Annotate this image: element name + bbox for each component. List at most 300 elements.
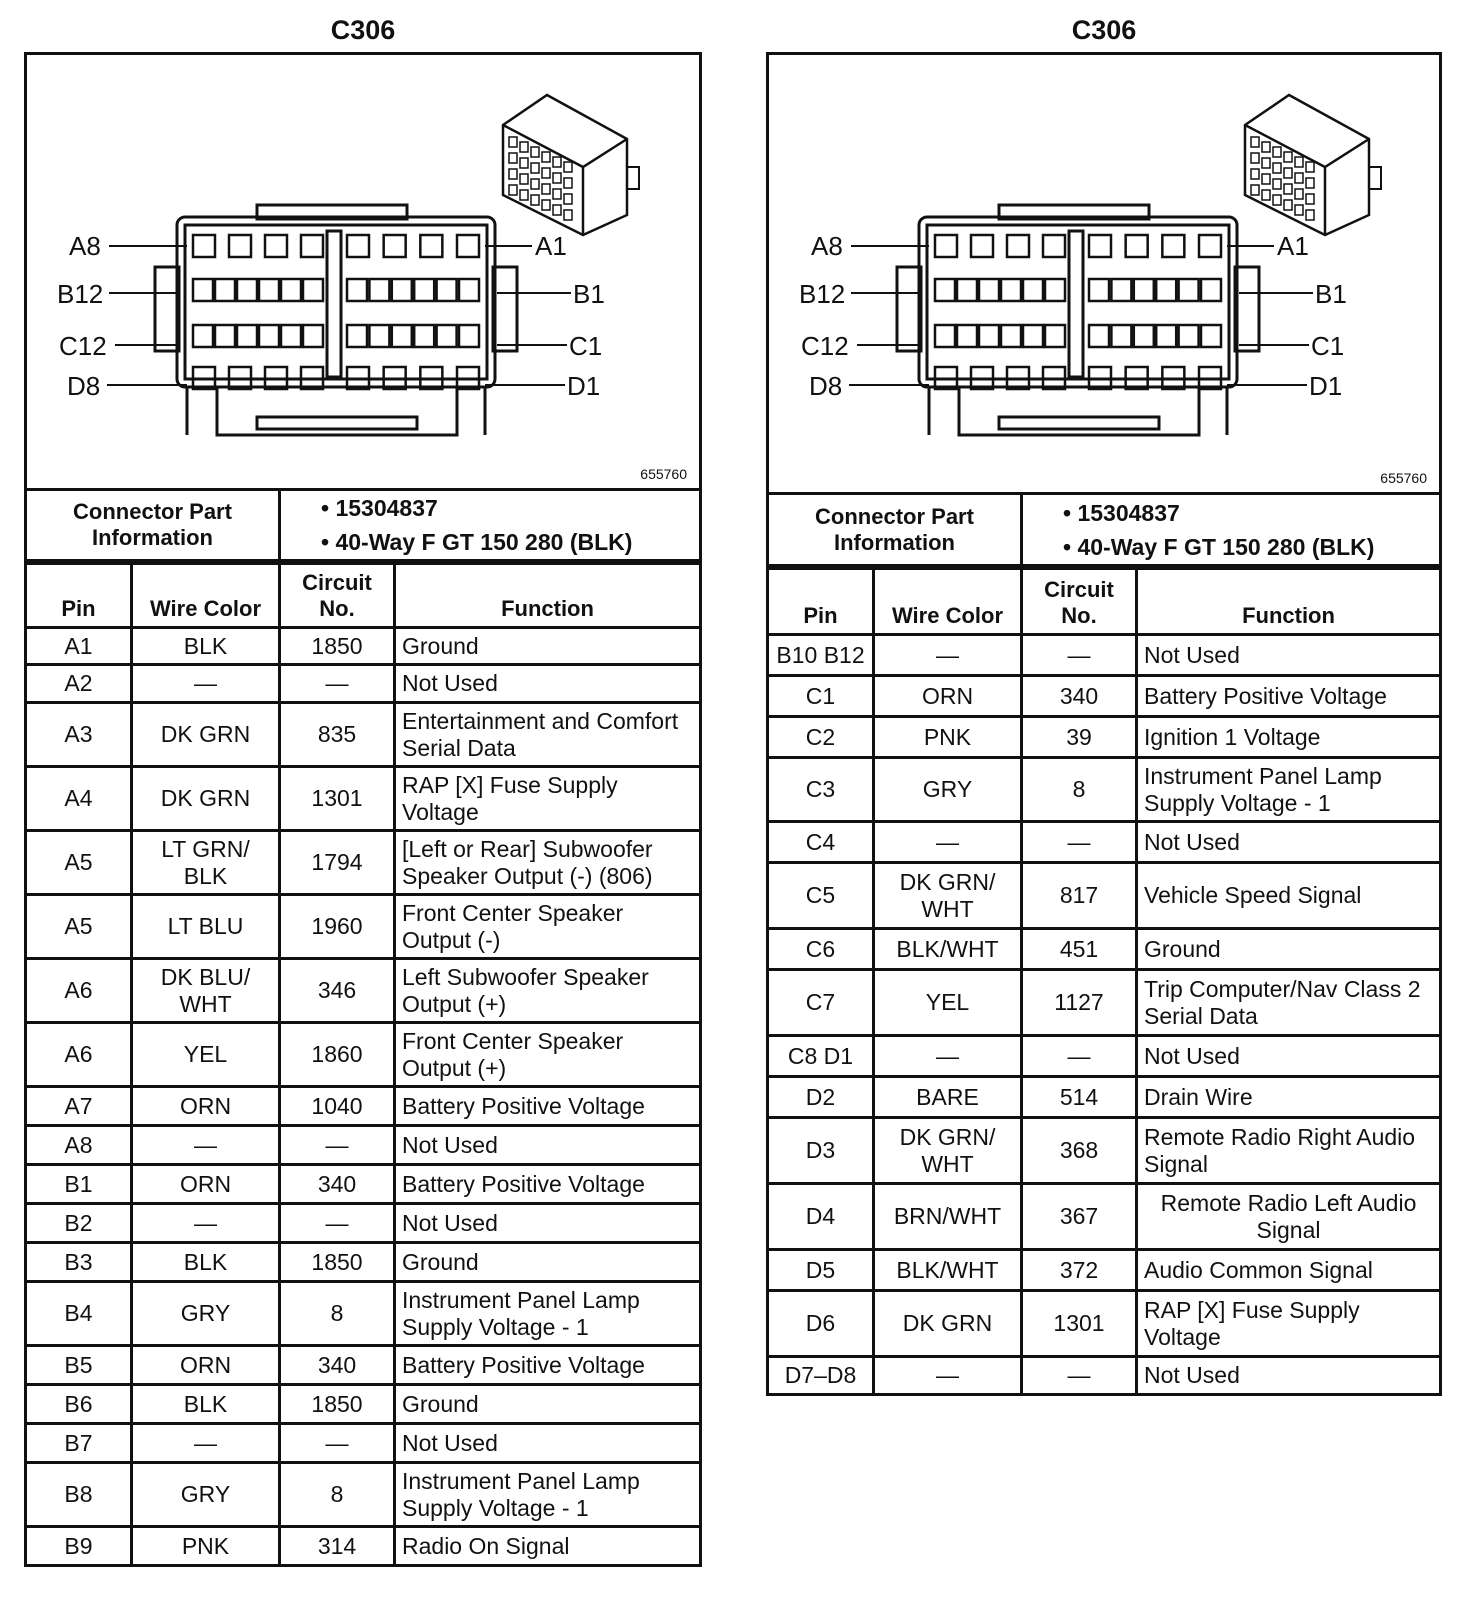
pin-cavity (237, 325, 257, 347)
iso-cavity (1284, 200, 1292, 210)
header-pin: Pin (768, 569, 874, 635)
table-row (768, 1077, 1441, 1118)
wire-color-cell: BARE (874, 1077, 1022, 1118)
pin-cavity (459, 279, 479, 301)
pin-cell: C8 D1 (768, 1036, 874, 1077)
pin-cell: B3 (26, 1243, 132, 1282)
pin-cell: A4 (26, 767, 132, 831)
circuit-cell: — (1022, 635, 1137, 676)
pin-cavity (935, 325, 955, 347)
iso-cavity (1284, 152, 1292, 162)
pin-cavity (193, 235, 215, 257)
circuit-cell: 451 (1022, 929, 1137, 970)
function-cell: Not Used (395, 665, 701, 703)
table-row (768, 929, 1441, 970)
pin-cavity (392, 325, 412, 347)
left-flange (897, 267, 921, 351)
iso-cavity (520, 174, 528, 184)
bottom-key (999, 417, 1159, 429)
circuit-cell: 1040 (280, 1087, 395, 1126)
iso-cavity (1273, 147, 1281, 157)
table-row (26, 1282, 701, 1346)
wire-color-cell: PNK (132, 1527, 280, 1566)
iso-cavity (509, 153, 517, 163)
circuit-cell: 340 (280, 1165, 395, 1204)
part-number: • 15304837 (1063, 496, 1433, 530)
connector-diagram (24, 52, 702, 488)
pin-cell: B7 (26, 1424, 132, 1463)
function-cell: Ignition 1 Voltage (1137, 717, 1441, 758)
iso-cavity (553, 173, 561, 183)
function-cell: Not Used (1137, 635, 1441, 676)
iso-cavity (542, 168, 550, 178)
function-cell: RAP [X] Fuse Supply Voltage (395, 767, 701, 831)
pin-cavity (259, 279, 279, 301)
function-cell: Not Used (395, 1204, 701, 1243)
pin-cell: D6 (768, 1291, 874, 1357)
pin-cavity (265, 235, 287, 257)
table-row (768, 1184, 1441, 1250)
wire-color-cell: BLK/WHT (874, 1250, 1022, 1291)
function-cell: Battery Positive Voltage (395, 1165, 701, 1204)
function-cell: Battery Positive Voltage (395, 1346, 701, 1385)
wire-color-cell: LT BLU (132, 895, 280, 959)
function-cell: Ground (395, 1243, 701, 1282)
header-function: Function (1137, 569, 1441, 635)
connector-iso-outline (503, 95, 627, 235)
table-row (768, 1036, 1441, 1077)
header-wire-color: Wire Color (132, 564, 280, 628)
wire-color-cell: YEL (132, 1023, 280, 1087)
wire-color-cell: ORN (874, 676, 1022, 717)
iso-latch (1369, 167, 1381, 189)
table-row (26, 1243, 701, 1282)
function-cell: Remote Radio Right Audio Signal (1137, 1118, 1441, 1184)
pin-cavity (1201, 325, 1221, 347)
wire-color-cell: LT GRN/ BLK (132, 831, 280, 895)
pin-label: A8 (811, 231, 843, 261)
iso-cavity (531, 147, 539, 157)
iso-cavity (531, 163, 539, 173)
iso-cavity (542, 184, 550, 194)
wire-color-cell: GRY (132, 1463, 280, 1527)
pin-cavity (1201, 279, 1221, 301)
table-row (26, 703, 701, 767)
pin-label: B1 (1315, 279, 1347, 309)
iso-cavity (1284, 168, 1292, 178)
pin-label: D8 (809, 371, 843, 401)
connector-part-values (280, 490, 701, 561)
pin-cell: C1 (768, 676, 874, 717)
connector-face-drawing (769, 55, 1439, 489)
table-row (26, 1023, 701, 1087)
pin-cavity (420, 235, 442, 257)
iso-cavity (1295, 173, 1303, 183)
pin-label: C1 (1311, 331, 1345, 361)
iso-cavity (1295, 189, 1303, 199)
iso-cavity (1295, 157, 1303, 167)
table-row (26, 1204, 701, 1243)
iso-cavity (531, 195, 539, 205)
header-circuit-no: Circuit No. (280, 564, 395, 628)
connector-part-label: Connector Part Information (26, 490, 280, 561)
function-cell: Battery Positive Voltage (395, 1087, 701, 1126)
pin-cell: A7 (26, 1087, 132, 1126)
pin-cavity (384, 235, 406, 257)
right-connector-panel (766, 0, 1442, 1396)
wire-color-cell: — (132, 1424, 280, 1463)
figure-number: 655760 (640, 466, 687, 482)
iso-cavity (564, 162, 572, 172)
pin-cavity (392, 279, 412, 301)
function-cell: Front Center Speaker Output (+) (395, 1023, 701, 1087)
function-cell: Ground (395, 1385, 701, 1424)
pin-cavity (1179, 279, 1199, 301)
pin-cell: B6 (26, 1385, 132, 1424)
pin-cavity (303, 279, 323, 301)
iso-cavity (1273, 179, 1281, 189)
pin-cavity (459, 325, 479, 347)
wire-color-cell: — (132, 665, 280, 703)
pin-cell: B8 (26, 1463, 132, 1527)
iso-cavity (1306, 162, 1314, 172)
wire-color-cell: DK GRN/ WHT (874, 863, 1022, 929)
iso-cavity (531, 179, 539, 189)
iso-cavity (1251, 185, 1259, 195)
left-connector-panel (24, 0, 702, 1567)
pin-cavity (259, 325, 279, 347)
pin-cavity (229, 235, 251, 257)
pin-cavity (437, 279, 457, 301)
pin-cavity (1045, 279, 1065, 301)
connector-part-info-table (766, 492, 1442, 567)
pin-cavity (1089, 279, 1109, 301)
pin-cell: B9 (26, 1527, 132, 1566)
circuit-cell: — (280, 665, 395, 703)
center-divider (327, 231, 341, 377)
iso-cavity (1262, 174, 1270, 184)
wire-color-cell: PNK (874, 717, 1022, 758)
table-row (768, 717, 1441, 758)
left-flange (155, 267, 179, 351)
pin-cell: A1 (26, 628, 132, 665)
pin-cell: A2 (26, 665, 132, 703)
pin-cavity (1134, 325, 1154, 347)
iso-cavity (564, 178, 572, 188)
part-number: • 15304837 (321, 491, 693, 525)
table-row (26, 895, 701, 959)
pin-cell: A5 (26, 831, 132, 895)
table-row (26, 831, 701, 895)
function-cell: Audio Common Signal (1137, 1250, 1441, 1291)
table-row (26, 1126, 701, 1165)
function-cell: Battery Positive Voltage (1137, 676, 1441, 717)
iso-cavity (1251, 137, 1259, 147)
pin-cell: C4 (768, 822, 874, 863)
pin-cell: A6 (26, 1023, 132, 1087)
circuit-cell: 1850 (280, 1243, 395, 1282)
pin-cavity (1111, 279, 1131, 301)
iso-cavity (1251, 169, 1259, 179)
iso-cavity (542, 200, 550, 210)
wire-color-cell: — (874, 1357, 1022, 1395)
pin-cavity (347, 235, 369, 257)
circuit-cell: 8 (1022, 758, 1137, 822)
wire-color-cell: — (874, 1036, 1022, 1077)
wire-color-cell: BLK (132, 1243, 280, 1282)
pin-cavity (347, 279, 367, 301)
circuit-cell: 1850 (280, 1385, 395, 1424)
circuit-cell: 314 (280, 1527, 395, 1566)
pin-cavity (237, 279, 257, 301)
circuit-cell: 372 (1022, 1250, 1137, 1291)
pin-cavity (301, 235, 323, 257)
iso-cavity (1306, 178, 1314, 188)
connector-iso-outline (1245, 95, 1369, 235)
pin-cell: D7–D8 (768, 1357, 874, 1395)
function-cell: Ground (395, 628, 701, 665)
pin-cell: D3 (768, 1118, 874, 1184)
pin-cavity (281, 325, 301, 347)
right-flange (493, 267, 517, 351)
table-row (26, 959, 701, 1023)
pin-cavity (193, 325, 213, 347)
iso-cavity (520, 158, 528, 168)
circuit-cell: 367 (1022, 1184, 1137, 1250)
circuit-cell: — (280, 1126, 395, 1165)
iso-cavity (542, 152, 550, 162)
wire-color-cell: BLK (132, 1385, 280, 1424)
pin-cavity (215, 325, 235, 347)
function-cell: Not Used (395, 1126, 701, 1165)
function-cell: Drain Wire (1137, 1077, 1441, 1118)
table-row (26, 665, 701, 703)
function-cell: Instrument Panel Lamp Supply Voltage - 1 (395, 1463, 701, 1527)
pin-cavity (414, 279, 434, 301)
wire-color-cell: GRY (132, 1282, 280, 1346)
iso-latch (627, 167, 639, 189)
pin-cavity (369, 325, 389, 347)
pin-cavity (1156, 325, 1176, 347)
pin-cavity (935, 235, 957, 257)
pin-cell: B1 (26, 1165, 132, 1204)
circuit-cell: 1860 (280, 1023, 395, 1087)
circuit-cell: 1850 (280, 628, 395, 665)
table-row (768, 863, 1441, 929)
pin-cavity (979, 279, 999, 301)
iso-cavity (564, 194, 572, 204)
header-pin: Pin (26, 564, 132, 628)
connector-part-info-table (24, 488, 702, 562)
function-cell: Not Used (1137, 1036, 1441, 1077)
pin-cavity (1111, 325, 1131, 347)
figure-number: 655760 (1380, 470, 1427, 486)
table-row (768, 970, 1441, 1036)
circuit-cell: 1301 (1022, 1291, 1137, 1357)
circuit-cell: 1127 (1022, 970, 1137, 1036)
iso-cavity (553, 205, 561, 215)
wire-color-cell: — (874, 822, 1022, 863)
pin-label: A1 (535, 231, 567, 261)
table-row (26, 1527, 701, 1566)
pin-cell: C2 (768, 717, 874, 758)
function-cell: Instrument Panel Lamp Supply Voltage - 1 (395, 1282, 701, 1346)
connector-title: C306 (1071, 15, 1137, 45)
iso-cavity (564, 210, 572, 220)
table-row (26, 1463, 701, 1527)
table-row (768, 1291, 1441, 1357)
table-row (768, 1250, 1441, 1291)
pin-cell: D2 (768, 1077, 874, 1118)
wire-color-cell: DK GRN/ WHT (874, 1118, 1022, 1184)
pin-label: A1 (1277, 231, 1309, 261)
pin-label: A8 (69, 231, 101, 261)
pin-cavity (1043, 235, 1065, 257)
pin-cell: D4 (768, 1184, 874, 1250)
wire-color-cell: DK GRN (132, 767, 280, 831)
table-row (26, 1165, 701, 1204)
table-row (768, 635, 1441, 676)
circuit-cell: 368 (1022, 1118, 1137, 1184)
pin-label: C12 (59, 331, 107, 361)
circuit-cell: 8 (280, 1463, 395, 1527)
table-row (26, 1385, 701, 1424)
pin-label: C1 (569, 331, 603, 361)
connector-part-label: Connector Part Information (768, 494, 1022, 566)
pin-cavity (1001, 279, 1021, 301)
iso-cavity (1295, 205, 1303, 215)
pin-cell: C7 (768, 970, 874, 1036)
circuit-cell: 1794 (280, 831, 395, 895)
pin-cavity (1045, 325, 1065, 347)
pinout-table (24, 562, 702, 1567)
function-cell: Instrument Panel Lamp Supply Voltage - 1 (1137, 758, 1441, 822)
wire-color-cell: — (132, 1126, 280, 1165)
pin-label: B12 (57, 279, 104, 309)
circuit-cell: — (1022, 1036, 1137, 1077)
circuit-cell: 8 (280, 1282, 395, 1346)
pin-cell: A6 (26, 959, 132, 1023)
function-cell: Vehicle Speed Signal (1137, 863, 1441, 929)
right-flange (1235, 267, 1259, 351)
part-description: • 40-Way F GT 150 280 (BLK) (1063, 530, 1433, 564)
circuit-cell: — (1022, 1357, 1137, 1395)
pin-cavity (1179, 325, 1199, 347)
header-circuit-no: Circuit No. (1022, 569, 1137, 635)
wire-color-cell: DK GRN (132, 703, 280, 767)
circuit-cell: 340 (1022, 676, 1137, 717)
pin-cell: C6 (768, 929, 874, 970)
pin-cavity (979, 325, 999, 347)
pin-cavity (369, 279, 389, 301)
table-row (26, 1087, 701, 1126)
pin-label: D8 (67, 371, 101, 401)
table-row (26, 767, 701, 831)
iso-cavity (1306, 194, 1314, 204)
pin-cell: B4 (26, 1282, 132, 1346)
iso-cavity (1273, 163, 1281, 173)
wire-color-cell: DK BLU/ WHT (132, 959, 280, 1023)
iso-cavity (1262, 142, 1270, 152)
pin-cell: B2 (26, 1204, 132, 1243)
pin-cavity (1199, 235, 1221, 257)
pin-cavity (957, 325, 977, 347)
function-cell: Ground (1137, 929, 1441, 970)
pin-cell: A5 (26, 895, 132, 959)
pin-cavity (971, 235, 993, 257)
table-row (768, 1118, 1441, 1184)
pin-cavity (457, 235, 479, 257)
circuit-cell: 1301 (280, 767, 395, 831)
iso-cavity (1262, 190, 1270, 200)
circuit-cell: — (280, 1424, 395, 1463)
pin-cavity (303, 325, 323, 347)
pin-cell: B5 (26, 1346, 132, 1385)
pin-cavity (1089, 235, 1111, 257)
pin-cavity (1156, 279, 1176, 301)
function-cell: Not Used (1137, 822, 1441, 863)
iso-cavity (509, 169, 517, 179)
circuit-cell: 1960 (280, 895, 395, 959)
circuit-cell: 39 (1022, 717, 1137, 758)
pin-cavity (1007, 235, 1029, 257)
table-row (26, 1346, 701, 1385)
pin-cavity (437, 325, 457, 347)
function-cell: RAP [X] Fuse Supply Voltage (1137, 1291, 1441, 1357)
circuit-cell: — (1022, 822, 1137, 863)
iso-cavity (553, 157, 561, 167)
pin-cell: A8 (26, 1126, 132, 1165)
table-row (768, 822, 1441, 863)
pin-label: D1 (567, 371, 601, 401)
wire-color-cell: BLK/WHT (874, 929, 1022, 970)
pin-cell: D5 (768, 1250, 874, 1291)
wire-color-cell: — (132, 1204, 280, 1243)
connector-diagram (766, 52, 1442, 492)
function-cell: Remote Radio Left Audio Signal (1137, 1184, 1441, 1250)
wire-color-cell: BLK (132, 628, 280, 665)
table-row (26, 628, 701, 665)
circuit-cell: 835 (280, 703, 395, 767)
pin-label: B1 (573, 279, 605, 309)
wire-color-cell: GRY (874, 758, 1022, 822)
table-row (768, 676, 1441, 717)
iso-cavity (1251, 153, 1259, 163)
iso-cavity (1262, 158, 1270, 168)
wire-color-cell: YEL (874, 970, 1022, 1036)
function-cell: Left Subwoofer Speaker Output (+) (395, 959, 701, 1023)
function-cell: Front Center Speaker Output (-) (395, 895, 701, 959)
wire-color-cell: ORN (132, 1346, 280, 1385)
wire-color-cell: DK GRN (874, 1291, 1022, 1357)
circuit-cell: 340 (280, 1346, 395, 1385)
pin-label: B12 (799, 279, 846, 309)
pinout-table (766, 567, 1442, 1396)
pin-cavity (1023, 279, 1043, 301)
pin-cavity (193, 279, 213, 301)
pin-cavity (1089, 325, 1109, 347)
table-row (768, 758, 1441, 822)
table-row (26, 1424, 701, 1463)
pin-cell: C5 (768, 863, 874, 929)
function-cell: Not Used (1137, 1357, 1441, 1395)
function-cell: Radio On Signal (395, 1527, 701, 1566)
pin-cavity (957, 279, 977, 301)
pin-cavity (1134, 279, 1154, 301)
pin-cell: B10 B12 (768, 635, 874, 676)
pin-cavity (1126, 235, 1148, 257)
pin-cavity (215, 279, 235, 301)
